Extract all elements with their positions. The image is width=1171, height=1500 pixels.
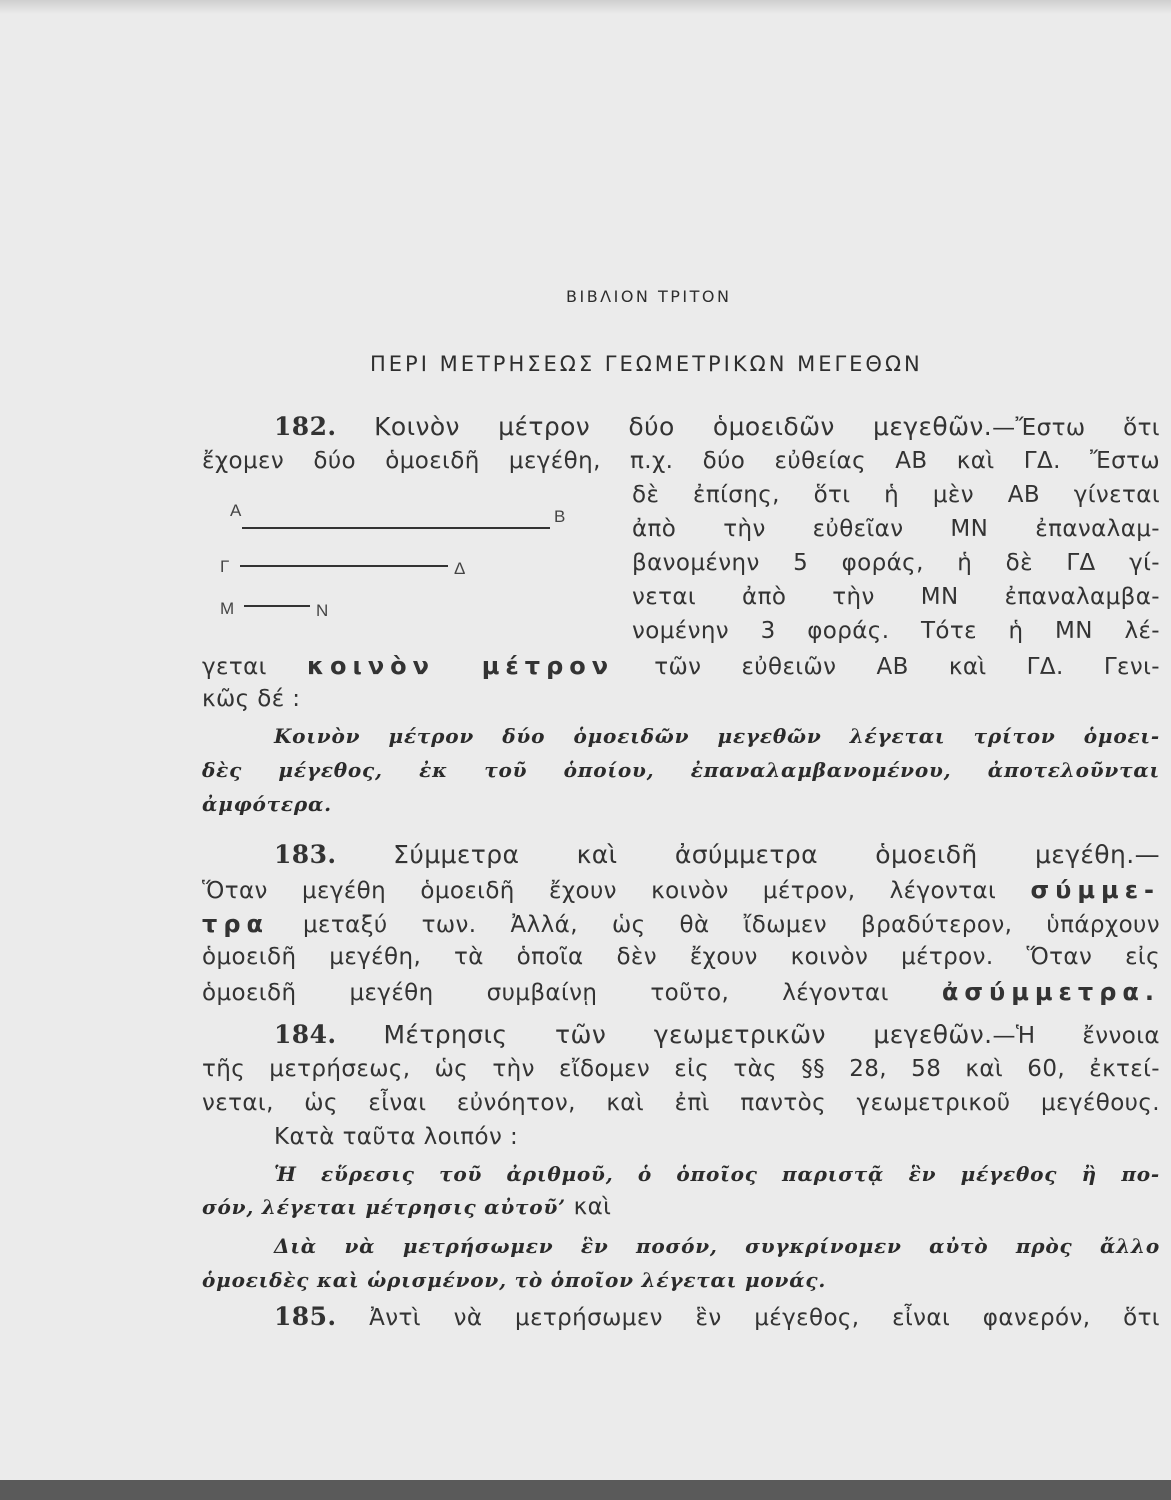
section-185-line-1: 185. Ἀντὶ νὰ μετρήσωμεν ἓν μέγεθος, εἶναι φανερόν, ὅτι — [274, 1302, 1160, 1331]
definition-line: Ἡ εὕρεσις τοῦ ἀριθμοῦ, ὁ ὁποῖος παριστᾷ ἓν μέγεθος ἢ πο- — [274, 1162, 1160, 1186]
section-number: 183. — [274, 840, 337, 869]
line-segments-figure — [210, 490, 590, 630]
section-184-line-1: 184. Μέτρησις τῶν γεωμετρικῶν μεγεθῶν.—Ἡ ἔννοια — [274, 1020, 1160, 1049]
text-line: τρα μεταξύ των. Ἀλλά, ὡς θὰ ἴδωμεν βραδύτερον, ὑπάρχουν — [202, 910, 1161, 938]
definition-line: Κοινὸν μέτρον δύο ὁμοειδῶν μεγεθῶν λέγεται τρίτον ὁμοει- — [274, 724, 1160, 748]
label-n: Ν — [316, 601, 329, 620]
term-commensurable: σύμμε- — [1030, 876, 1161, 904]
text-line: νομένην 3 φοράς. Τότε ἡ ΜΝ λέ- — [632, 618, 1160, 644]
chapter-title: ΠΕΡΙ ΜΕΤΡΗΣΕΩΣ ΓΕΩΜΕΤΡΙΚΩΝ ΜΕΓΕΘΩΝ — [370, 352, 923, 376]
label-d: Δ — [454, 559, 466, 578]
section-182-line-1: 182. Κοινὸν μέτρον δύο ὁμοειδῶν μεγεθῶν.—Ἔστω ὅτι — [274, 412, 1160, 441]
page-top-shadow — [0, 0, 1171, 14]
section-number: 184. — [274, 1020, 337, 1049]
term-incommensurable: ἀσύμμετρα. — [941, 978, 1160, 1006]
section-number: 185. — [274, 1302, 337, 1331]
section-heading: Μέτρησις τῶν γεωμετρικῶν μεγεθῶν. — [383, 1020, 993, 1049]
text-line: ὁμοειδῆ μεγέθη συμβαίνῃ τοῦτο, λέγονται ἀσύμμετρα. — [202, 978, 1160, 1006]
text-line: τῆς μετρήσεως, ὡς τὴν εἴδομεν εἰς τὰς §§ 28, 58 καὶ 60, ἐκτεί- — [202, 1056, 1160, 1082]
label-a: Α — [230, 501, 242, 520]
label-g: Γ — [220, 557, 230, 576]
definition-line: ὁμοειδὲς καὶ ὡρισμένον, τὸ ὁποῖον λέγεται μονάς. — [202, 1268, 827, 1292]
section-183-line-1 — [274, 840, 1160, 869]
term-common-measure: κοινὸν μέτρον — [306, 652, 615, 680]
text-line: Ὅταν μεγέθη ὁμοειδῆ ἔχουν κοινὸν μέτρον, λέγονται σύμμε- — [202, 876, 1161, 904]
text-line: γεται κοινὸν μέτρον τῶν εὐθειῶν ΑΒ καὶ ΓΔ. Γενι- — [202, 652, 1160, 680]
label-b: Β — [554, 507, 566, 526]
label-m: Μ — [220, 599, 235, 618]
text-line: δὲ ἐπίσης, ὅτι ἡ μὲν ΑΒ γίνεται — [632, 482, 1160, 508]
page-bottom-edge — [0, 1480, 1171, 1500]
text-line: ἔχομεν δύο ὁμοειδῆ μεγέθη, π.χ. δύο εὐθείας ΑΒ καὶ ΓΔ. Ἔστω — [202, 448, 1160, 474]
text-line: ἀπὸ τὴν εὐθεῖαν ΜΝ ἐπαναλαμ- — [632, 516, 1160, 542]
text-line: βανομένην 5 φοράς, ἡ δὲ ΓΔ γί- — [632, 550, 1160, 576]
text-line: κῶς δέ : — [202, 686, 301, 712]
text-line: νεται, ὡς εἶναι εὐνόητον, καὶ ἐπὶ παντὸς γεωμετρικοῦ μεγέθους. — [202, 1090, 1160, 1116]
definition-line: δὲς μέγεθος, ἐκ τοῦ ὁποίου, ἐπαναλαμβανομένου, ἀποτελοῦνται — [202, 758, 1160, 782]
definition-line: Διὰ νὰ μετρήσωμεν ἓν ποσόν, συγκρίνομεν αὐτὸ πρὸς ἄλλο — [274, 1234, 1160, 1258]
text-line: ὁμοειδῆ μεγέθη, τὰ ὁποῖα δὲν ἔχουν κοινὸν μέτρον. Ὅταν εἰς — [202, 944, 1160, 970]
section-number: 182. — [274, 412, 337, 441]
definition-line: ἀμφότερα. — [202, 792, 332, 816]
section-heading: Σύμμετρα καὶ ἀσύμμετρα ὁμοειδῆ μεγέθη.— — [393, 840, 1160, 869]
text-line: Κατὰ ταῦτα λοιπόν : — [274, 1124, 519, 1150]
definition-line: σόν, λέγεται μέτρησις αὐτοῦ’ καὶ — [202, 1194, 612, 1220]
section-heading: Κοινὸν μέτρον δύο ὁμοειδῶν μεγεθῶν. — [374, 412, 993, 441]
running-head: ΒΙΒΛΙΟΝ ΤΡΙΤΟΝ — [566, 287, 732, 306]
text-line: νεται ἀπὸ τὴν ΜΝ ἐπαναλαμβα- — [632, 584, 1160, 610]
